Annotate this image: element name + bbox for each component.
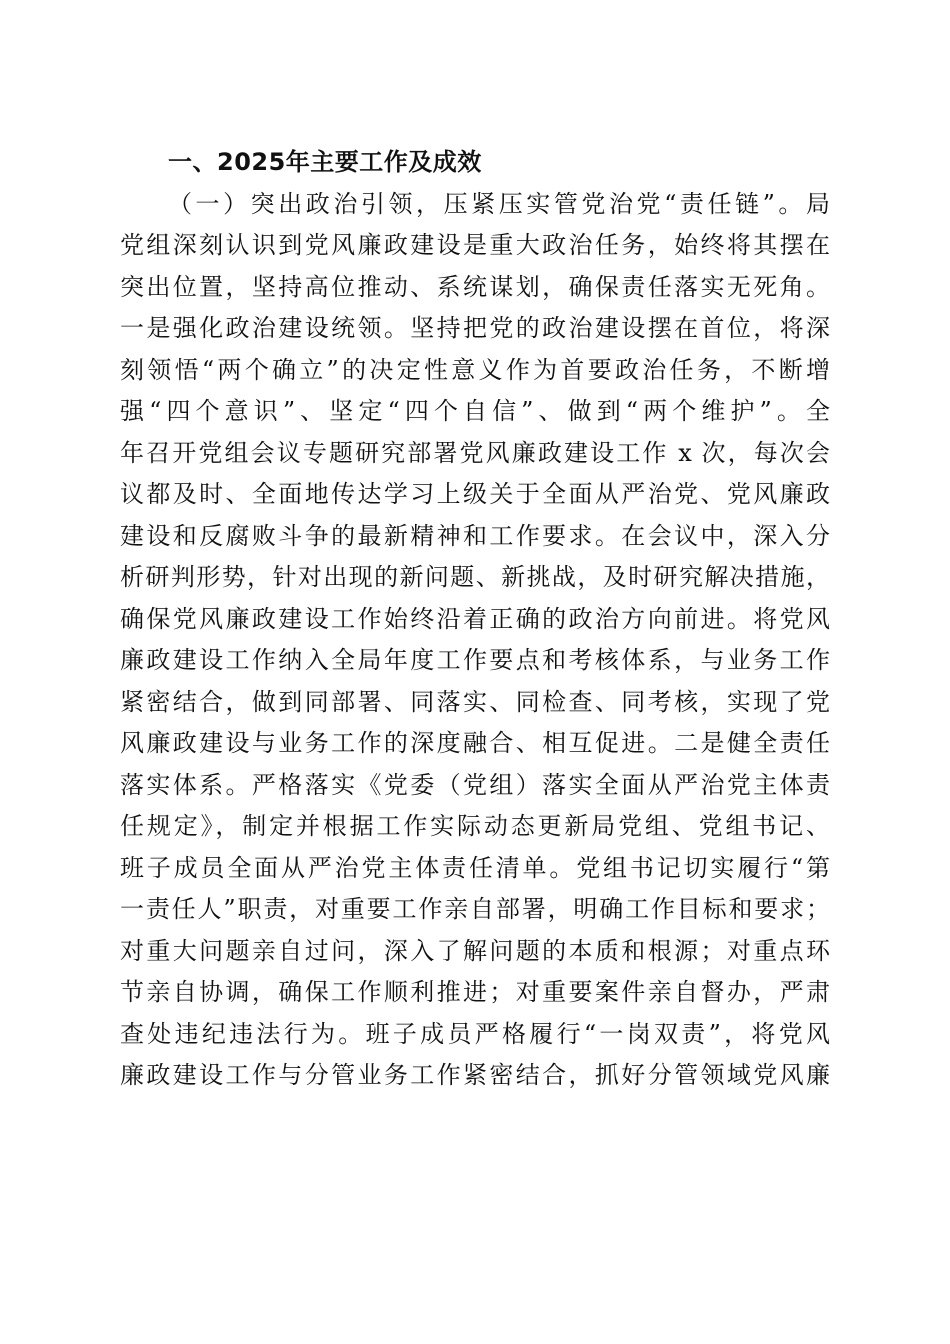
paragraph-line: 析研判形势，针对出现的新问题、新挑战，及时研究解决措施， (120, 563, 830, 591)
paragraph-line: 刻领悟“两个确立”的决定性意义作为首要政治任务，不断增 (120, 355, 830, 384)
paragraph-line: 一是强化政治建设统领。坚持把党的政治建设摆在首位，将深 (120, 314, 830, 342)
paragraph-line: 确保党风廉政建设工作始终沿着正确的政治方向前进。将党风 (120, 604, 830, 633)
paragraph-line: 任规定》，制定并根据工作实际动态更新局党组、党组书记、 (120, 812, 830, 840)
paragraph-line: 对重大问题亲自过问，深入了解问题的本质和根源；对重点环 (120, 936, 830, 965)
paragraph-line: 风廉政建设与业务工作的深度融合、相互促进。二是健全责任 (120, 729, 830, 757)
paragraph-line: 廉政建设工作纳入全局年度工作要点和考核体系，与业务工作 (120, 646, 830, 674)
paragraph-line: 查处违纪违法行为。班子成员严格履行“一岗双责”，将党风 (120, 1019, 830, 1048)
paragraph-line: 落实体系。严格落实《党委（党组）落实全面从严治党主体责 (120, 770, 830, 799)
paragraph-line: 一责任人”职责，对重要工作亲自部署，明确工作目标和要求； (120, 895, 830, 923)
paragraph-line: 节亲自协调，确保工作顺利推进；对重要案件亲自督办，严肃 (120, 978, 830, 1006)
paragraph-line: 廉政建设工作与分管业务工作紧密结合，抓好分管领域党风廉 (120, 1061, 830, 1089)
paragraph-line: 议都及时、全面地传达学习上级关于全面从严治党、党风廉政 (120, 480, 830, 508)
paragraph-line: 建设和反腐败斗争的最新精神和工作要求。在会议中，深入分 (120, 521, 830, 550)
paragraph-line: 年召开党组会议专题研究部署党风廉政建设工作 x 次，每次会 (120, 438, 830, 467)
paragraph-line: 紧密结合，做到同部署、同落实、同检查、同考核，实现了党 (120, 687, 830, 716)
paragraph-line: 班子成员全面从严治党主体责任清单。党组书记切实履行“第 (120, 853, 830, 882)
paragraph (120, 184, 830, 1097)
paragraph-line: （一）突出政治引领，压紧压实管党治党“责任链”。局 (168, 189, 830, 218)
paragraph-line: 党组深刻认识到党风廉政建设是重大政治任务，始终将其摆在 (120, 231, 830, 259)
paragraph-line: 突出位置，坚持高位推动、系统谋划，确保责任落实无死角。 (120, 272, 830, 301)
paragraph-line: 强“四个意识”、坚定“四个自信”、做到“两个维护”。全 (120, 397, 830, 425)
document-body (120, 142, 830, 1097)
section-heading: 一、2025年主要工作及成效 (168, 148, 482, 176)
